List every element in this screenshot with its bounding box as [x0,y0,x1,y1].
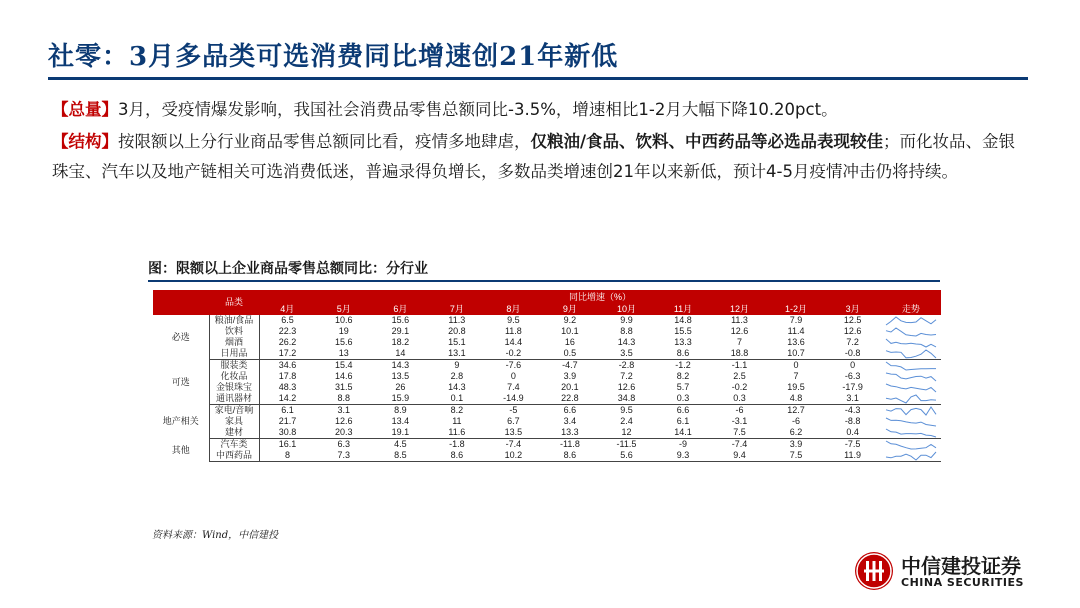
item-label: 日用品 [209,348,259,360]
value-cell: 26 [395,382,406,392]
value-cell: 22.3 [278,326,297,336]
value-cell: -7.4 [505,439,522,449]
trend-sparkline [885,361,937,371]
value-cell: 20.1 [561,382,579,392]
item-label: 金银珠宝 [209,382,259,393]
trend-line [886,362,936,370]
value-cell: 11.3 [448,315,466,325]
value-cell: 14.3 [448,382,466,392]
table-row [153,450,941,462]
value-cell: -11.5 [616,439,637,449]
value-cell: 8.8 [620,326,633,336]
value-cell: 14.8 [674,315,692,325]
value-cell: 34.6 [278,360,297,370]
value-cell: 0.3 [655,393,712,405]
value-cell: 7 [737,337,743,347]
value-cell: 0 [850,360,856,370]
trend-sparkline [885,417,937,427]
structure-text-b: ；而化妆品、金银珠宝、汽车以及地产链相关可选消费低迷，普遍录得负增长，多数品类增速创21年以来新低，预计4-5月疫情冲击仍将持续。 [52,132,1016,181]
summary-text: 3月，受疫情爆发影响，我国社会消费品零售总额同比-3.5%，增速相比1-2月大幅下降10.20pct。 [118,100,838,119]
month-header: 8月 [485,304,542,315]
value-cell: 11.3 [731,315,748,325]
trend-cell [881,427,941,439]
source-note: 资料来源：Wind，中信建投 [152,530,279,541]
value-cell: 9.9 [620,315,633,325]
trend-cell [881,371,941,382]
trend-sparkline [885,451,937,461]
value-cell: 19 [338,326,349,336]
value-cell: 7.4 [507,382,520,392]
trend-line [886,373,936,381]
value-cell: 11.6 [429,427,486,439]
month-header: 11月 [655,304,712,315]
value-cell: 12.5 [843,315,862,325]
value-cell: 13.3 [674,337,692,347]
table-row [153,439,941,451]
value-cell: 0 [510,371,516,381]
value-cell: 8.2 [676,371,690,381]
value-cell: -0.2 [485,348,542,360]
trend-sparkline [885,327,937,337]
value-cell: 7.2 [846,337,859,347]
value-cell: 14.2 [259,393,316,405]
month-header: 10月 [598,304,655,315]
value-cell: 20.8 [448,326,466,336]
value-cell: -2.8 [618,360,635,370]
value-cell: 8.6 [542,450,599,462]
value-cell: 3.9 [563,371,577,381]
value-cell: 11.8 [504,326,522,336]
value-cell: 3.5 [598,348,655,360]
value-cell: 15.6 [391,315,410,325]
value-cell: -4.7 [562,360,578,370]
value-cell: 6.1 [281,405,294,415]
value-cell: 6.2 [768,427,825,439]
value-cell: 12.6 [730,326,749,336]
value-cell: 8 [259,450,316,462]
trend-line [886,384,936,392]
value-cell: 5.6 [598,450,655,462]
value-cell: 2.5 [733,371,746,381]
value-cell: -4.3 [844,405,861,415]
value-cell: -5 [509,405,518,415]
trend-cell [881,326,941,337]
trend-line [886,350,936,358]
value-cell: 12.6 [617,382,636,392]
trend-line [886,407,936,415]
value-cell: 18.2 [391,337,410,347]
item-label: 家具 [209,416,259,427]
trend-line [886,339,936,347]
value-cell: 9.5 [620,405,633,415]
item-label: 粮油/食品 [209,315,259,326]
trend-cell [881,337,941,348]
month-header: 5月 [316,304,373,315]
trend-line [886,395,936,403]
value-cell: 15.6 [335,337,353,347]
value-cell: 7.2 [620,371,633,381]
trend-cell [881,360,941,372]
group-label: 地产相关 [153,405,209,439]
value-cell: 0.5 [542,348,599,360]
value-cell: 15.1 [448,337,466,347]
trend-header: 走势 [881,304,941,315]
value-cell: 0.3 [711,393,768,405]
month-header: 3月 [824,304,881,315]
value-cell: 8.2 [450,405,464,415]
value-cell: -14.9 [485,393,542,405]
value-cell: 14.1 [655,427,712,439]
value-cell: 16 [564,337,575,347]
table-row [153,405,941,417]
group-label: 其他 [153,439,209,462]
value-cell: 14.3 [391,360,410,370]
value-cell: -1.1 [731,360,748,370]
value-cell: 6.7 [507,416,520,426]
value-cell: 9.4 [711,450,768,462]
value-cell: 29.1 [391,326,410,336]
value-cell: 3.1 [824,393,881,405]
value-cell: -6 [792,416,801,426]
value-cell: 10.2 [485,450,542,462]
figure-title: 图：限额以上企业商品零售总额同比：分行业 [148,261,428,277]
value-cell: 3.9 [789,439,803,449]
month-header-row [153,304,941,315]
trend-line [886,441,936,449]
value-cell: -7.5 [844,439,861,449]
value-cell: -6 [735,405,744,415]
table-row [153,382,941,393]
month-header: 1-2月 [768,304,825,315]
month-header: 4月 [259,304,316,315]
slide-title: 社零：3月多品类可选消费同比增速创21年新低 [48,42,619,72]
trend-sparkline [885,372,937,382]
value-cell: -11.8 [559,439,580,449]
value-cell: 7.9 [789,315,803,325]
month-header: 7月 [429,304,486,315]
value-cell: 6.1 [676,416,690,426]
summary-tag: 【总量】 [52,100,118,119]
trend-cell [881,315,941,326]
value-cell: 7.5 [768,450,825,462]
structure-text-bold: 仅粮油/食品、饮料、中西药品等必选品表现较佳 [530,132,884,151]
structure-text-a: 按限额以上分行业商品零售总额同比看，疫情多地肆虐， [118,132,531,151]
logo-chinese-name: 中信建投证券 [901,554,1021,578]
value-cell: 8.9 [394,405,407,415]
value-cell: 7 [793,371,799,381]
value-cell: 34.8 [598,393,655,405]
table-row [153,393,941,405]
value-cell: 8.6 [655,348,712,360]
value-cell: 12 [598,427,655,439]
trend-sparkline [885,338,937,348]
value-cell: -3.1 [731,416,748,426]
trend-cell [881,348,941,360]
value-cell: -17.9 [842,382,863,392]
value-cell: 9 [454,360,460,370]
trend-line [886,317,936,325]
value-cell: 6.6 [676,405,690,415]
value-cell: 12.6 [843,326,862,336]
value-cell: 0.1 [429,393,486,405]
value-cell: 8.6 [429,450,486,462]
value-cell: 19.1 [372,427,429,439]
value-cell: 0.4 [824,427,881,439]
trend-line [886,429,936,437]
value-cell: 14 [372,348,429,360]
value-cell: -0.2 [731,382,748,392]
value-cell: 20.3 [316,427,373,439]
value-cell: -6.3 [844,371,861,381]
value-cell: 8.8 [316,393,373,405]
group-label: 必选 [153,315,209,360]
value-cell: 7.5 [711,427,768,439]
value-cell: 21.7 [278,416,297,426]
table-row [153,371,941,382]
item-label: 烟酒 [209,337,259,348]
value-cell: 6.6 [563,405,577,415]
growth-table [153,290,941,462]
value-cell: 15.9 [372,393,429,405]
trend-cell [881,450,941,462]
trend-cell [881,393,941,405]
value-cell: 6.5 [281,315,294,325]
value-cell: 18.8 [711,348,768,360]
item-label: 化妆品 [209,371,259,382]
value-cell: 12.7 [787,405,805,415]
value-cell: 16.1 [278,439,297,449]
value-cell: 11.4 [787,326,805,336]
value-cell: 26.2 [278,337,297,347]
trend-line [886,452,936,460]
value-cell: 6.3 [337,439,351,449]
table-row [153,360,941,372]
trend-sparkline [885,406,937,416]
value-cell: 13.1 [429,348,486,360]
trend-sparkline [885,349,937,359]
trend-cell [881,439,941,451]
value-cell: 11.9 [824,450,881,462]
value-cell: 13.6 [787,337,805,347]
value-cell: 2.8 [450,371,464,381]
value-cell: 10.1 [561,326,579,336]
value-cell: 9.5 [507,315,520,325]
trend-cell [881,382,941,393]
value-cell: 15.5 [674,326,692,336]
table-row [153,315,941,326]
value-cell: 4.8 [768,393,825,405]
trend-sparkline [885,394,937,404]
title-divider [48,77,1028,80]
month-header: 6月 [372,304,429,315]
value-cell: 0 [793,360,799,370]
logo-mark-icon [855,552,893,590]
trend-sparkline [885,428,937,438]
value-cell: 9.3 [655,450,712,462]
logo-english-name: CHINA SECURITIES [901,576,1024,589]
table-row [153,348,941,360]
value-cell: 19.5 [787,382,805,392]
table-row [153,326,941,337]
value-cell: 17.8 [278,371,297,381]
item-label: 建材 [209,427,259,439]
value-cell: 15.4 [335,360,353,370]
structure-paragraph [52,127,1027,187]
trend-cell [881,416,941,427]
item-label: 饮料 [209,326,259,337]
value-cell: 10.7 [768,348,825,360]
trend-cell [881,405,941,417]
value-cell: 22.8 [542,393,599,405]
value-cell: 14.4 [504,337,523,347]
value-cell: -8.8 [844,416,861,426]
item-label: 服装类 [209,360,259,372]
value-cell: 4.5 [394,439,407,449]
company-logo [855,548,1035,596]
value-cell: -0.8 [824,348,881,360]
group-label: 可选 [153,360,209,405]
value-cell: 14.6 [335,371,353,381]
value-cell: 13.5 [485,427,542,439]
trend-sparkline [885,316,937,326]
value-cell: 3.1 [337,405,351,415]
item-label: 通讯器材 [209,393,259,405]
item-label: 中西药品 [209,450,259,462]
month-header: 9月 [542,304,599,315]
item-label: 汽车类 [209,439,259,451]
table-row [153,337,941,348]
trend-sparkline [885,383,937,393]
trend-line [886,328,936,336]
trend-sparkline [885,440,937,450]
value-cell: 8.5 [372,450,429,462]
value-cell: 13.4 [391,416,410,426]
value-cell: 13.5 [391,371,410,381]
summary-paragraph [52,95,1027,125]
header-category: 品类 [209,290,259,315]
month-header: 12月 [711,304,768,315]
value-cell: 17.2 [259,348,316,360]
value-cell: -7.6 [505,360,522,370]
value-cell: 13.3 [542,427,599,439]
trend-line [886,418,936,426]
value-cell: 7.3 [316,450,373,462]
value-cell: -7.4 [731,439,748,449]
value-cell: 10.6 [335,315,353,325]
value-cell: 11 [452,416,462,426]
value-cell: 14.3 [617,337,636,347]
value-cell: 30.8 [259,427,316,439]
value-cell: -1.2 [675,360,691,370]
value-cell: 9.2 [563,315,577,325]
figure-divider [148,280,940,282]
value-cell: 12.6 [335,416,353,426]
value-cell: -9 [678,439,687,449]
value-cell: 48.3 [278,382,297,392]
value-cell: 31.5 [335,382,353,392]
value-cell: 3.4 [563,416,577,426]
value-cell: -1.8 [449,439,465,449]
value-cell: 13 [316,348,373,360]
header-growth: 同比增速（%） [259,290,941,304]
value-cell: 2.4 [620,416,633,426]
item-label: 家电/音响 [209,405,259,417]
value-cell: 5.7 [676,382,690,392]
table-row [153,427,941,439]
structure-tag: 【结构】 [52,132,118,151]
table-row [153,416,941,427]
